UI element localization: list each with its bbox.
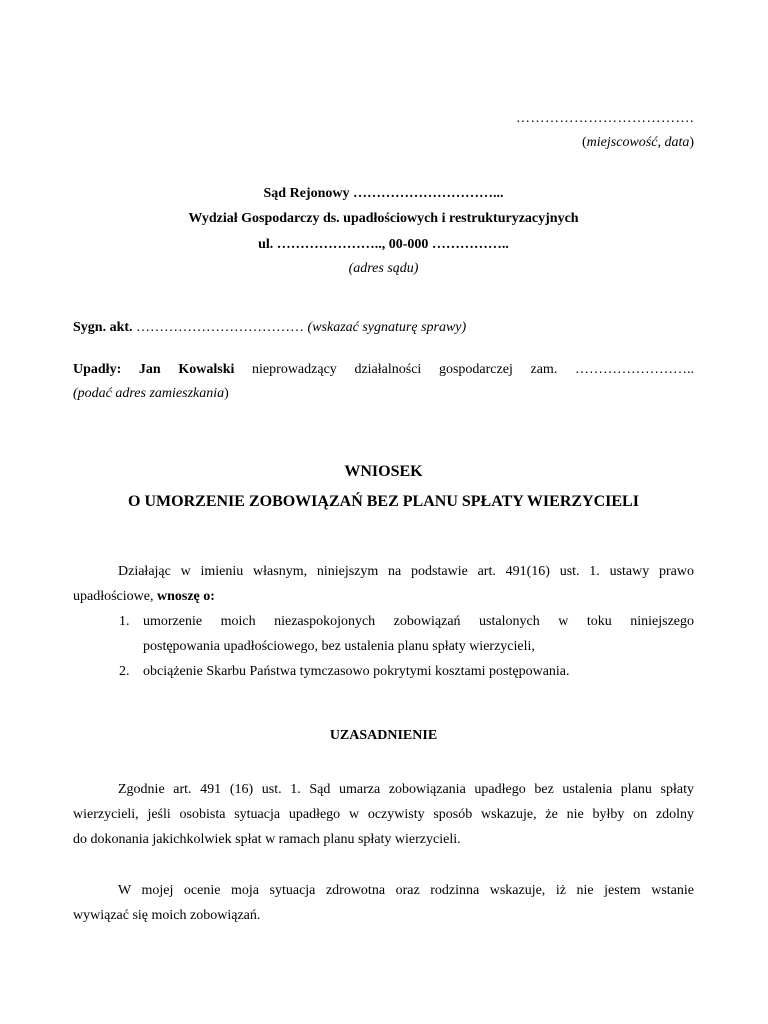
justification-paragraph-line xyxy=(73,878,694,903)
case-signature-dots: ……………………………… xyxy=(132,320,308,335)
request-intro-line xyxy=(73,584,694,609)
request-intro-text: upadłościowe, xyxy=(73,589,157,604)
debtor-description: nieprowadzący działalności gospodarczej zam. xyxy=(252,362,558,377)
request-intro-line xyxy=(73,559,694,584)
court-address: ul. ………………….., 00-000 …………….. xyxy=(258,237,509,252)
court-department: Wydział Gospodarczy ds. upadłościowych i restrukturyzacyjnych xyxy=(188,211,579,226)
debtor-line xyxy=(73,362,694,378)
debtor-label: Upadły: xyxy=(73,362,122,377)
request-intro-bold: wnoszę o: xyxy=(156,589,215,604)
court-address-note: (adres sądu) xyxy=(348,261,419,276)
justification-paragraph-line: wierzycieli, jeśli osobista sytuacja upadłego w oczywisty sposób wskazuje, że nie byłby on zdolny xyxy=(73,807,694,822)
document-page xyxy=(73,0,694,1024)
justification-paragraph-line: wywiązać się moich zobowiązań. xyxy=(73,908,261,923)
request-item-number: 1. xyxy=(119,614,130,629)
court-name-dots: …………………………... xyxy=(349,186,504,201)
place-date-label xyxy=(582,135,694,151)
justification-text: W mojej ocenie moja sytuacja zdrowotna oraz rodzinna wskazuje, iż nie jestem wstanie xyxy=(118,883,694,898)
request-item-text: obciążenie Skarbu Państwa tymczasowo pokrytymi kosztami postępowania. xyxy=(143,664,570,679)
debtor-address-note-close: ) xyxy=(224,386,229,401)
place-date-dots: ………………………………. xyxy=(516,111,694,126)
request-item-text: postępowania upadłościowego, bez ustalenia planu spłaty wierzycieli, xyxy=(143,639,535,654)
request-item-text: umorzenie moich niezaspokojonych zobowiązań ustalonych w toku niniejszego xyxy=(143,614,694,629)
case-signature-label: Sygn. akt. xyxy=(73,320,133,335)
debtor-address-note: (podać adres zamieszkania xyxy=(73,386,225,401)
case-signature-note: (wskazać sygnaturę sprawy) xyxy=(307,320,467,335)
place-date-open-paren: ( xyxy=(582,135,587,150)
debtor-address-note-line xyxy=(73,386,229,402)
request-item-number: 2. xyxy=(119,664,130,679)
court-name-label: Sąd Rejonowy xyxy=(263,186,350,201)
debtor-name: Jan Kowalski xyxy=(138,362,235,377)
document-title: WNIOSEK xyxy=(344,463,423,480)
justification-heading: UZASADNIENIE xyxy=(329,728,438,743)
justification-paragraph-line xyxy=(73,777,694,802)
justification-paragraph-line: do dokonania jakichkolwiek spłat w ramach planu spłaty wierzycieli. xyxy=(73,832,461,847)
case-signature-line xyxy=(73,320,466,336)
request-intro-text: Działając w imieniu własnym, niniejszym na podstawie art. 491(16) ust. 1. ustawy prawo xyxy=(118,564,694,579)
justification-text: Zgodnie art. 491 (16) ust. 1. Sąd umarza zobowiązania upadłego bez ustalenia planu spłaty xyxy=(118,782,694,797)
debtor-address-dots: …………………….. xyxy=(575,362,694,377)
court-name xyxy=(73,186,694,202)
place-date-text: miejscowość, data xyxy=(586,135,690,150)
place-date-close-paren: ) xyxy=(689,135,694,150)
document-subtitle: O UMORZENIE ZOBOWIĄZAŃ BEZ PLANU SPŁATY WIERZYCIELI xyxy=(128,493,639,510)
